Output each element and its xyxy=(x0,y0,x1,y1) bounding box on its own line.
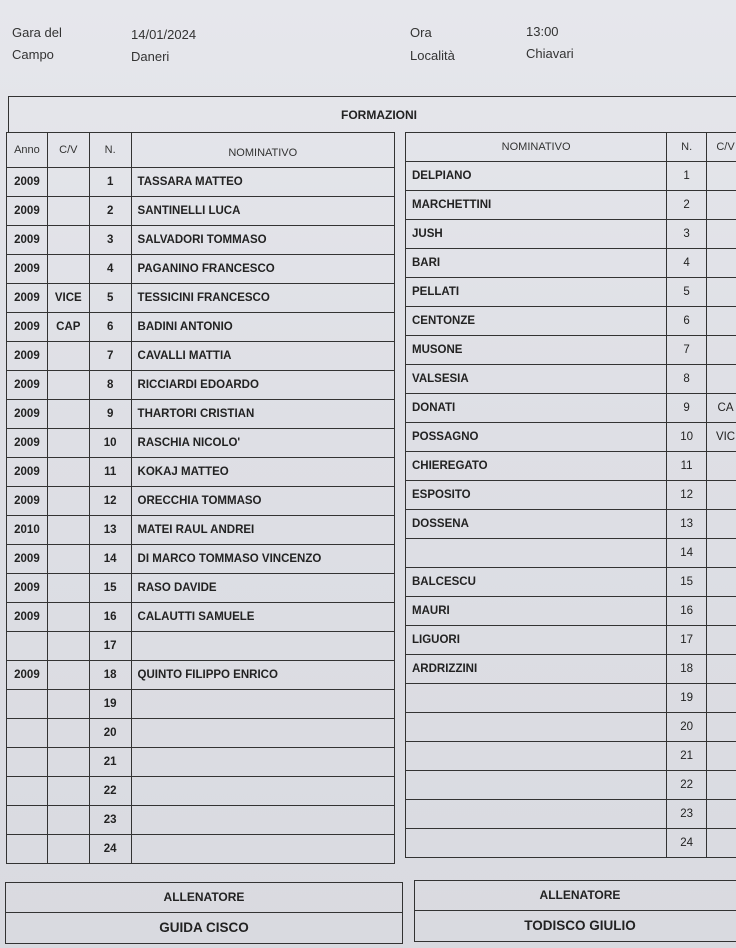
coach-label: ALLENATORE xyxy=(415,881,736,911)
player-role: VICE xyxy=(47,284,89,313)
player-name: RASCHIA NICOLO' xyxy=(131,429,394,458)
table-row xyxy=(406,191,736,220)
player-name: VALSESIA xyxy=(406,365,667,394)
player-name: SANTINELLI LUCA xyxy=(131,197,394,226)
table-row xyxy=(406,684,736,713)
player-year xyxy=(7,690,48,719)
player-number: 3 xyxy=(667,220,707,249)
player-name: DONATI xyxy=(406,394,667,423)
player-number: 13 xyxy=(89,516,131,545)
player-number: 7 xyxy=(89,342,131,371)
player-number: 15 xyxy=(667,568,707,597)
player-year: 2009 xyxy=(7,255,48,284)
player-name: PELLATI xyxy=(406,278,667,307)
away-coach-box xyxy=(414,880,736,942)
player-role xyxy=(47,458,89,487)
player-role xyxy=(47,429,89,458)
player-name: LIGUORI xyxy=(406,626,667,655)
player-name: ORECCHIA TOMMASO xyxy=(131,487,394,516)
table-row xyxy=(7,458,395,487)
player-year: 2010 xyxy=(7,516,48,545)
player-year: 2009 xyxy=(7,661,48,690)
table-row xyxy=(406,655,736,684)
ora-value: 13:00 xyxy=(526,24,559,39)
table-row xyxy=(406,829,736,858)
player-name: SALVADORI TOMMASO xyxy=(131,226,394,255)
player-number: 14 xyxy=(89,545,131,574)
player-number: 10 xyxy=(89,429,131,458)
player-year: 2009 xyxy=(7,168,48,197)
player-name xyxy=(406,539,667,568)
player-year xyxy=(7,632,48,661)
player-role xyxy=(47,603,89,632)
campo-label: Campo xyxy=(12,47,54,62)
player-number: 24 xyxy=(89,835,131,864)
table-row xyxy=(406,336,736,365)
player-name: ESPOSITO xyxy=(406,481,667,510)
player-number: 6 xyxy=(667,307,707,336)
section-title: FORMAZIONI xyxy=(8,96,736,133)
player-role xyxy=(707,742,736,771)
player-number: 13 xyxy=(667,510,707,539)
table-row xyxy=(406,307,736,336)
player-role xyxy=(707,278,736,307)
home-coach-box xyxy=(5,882,403,944)
player-number: 18 xyxy=(667,655,707,684)
table-row xyxy=(7,719,395,748)
player-year: 2009 xyxy=(7,400,48,429)
player-number: 12 xyxy=(89,487,131,516)
table-row xyxy=(406,771,736,800)
player-year: 2009 xyxy=(7,284,48,313)
player-number: 22 xyxy=(89,777,131,806)
player-role xyxy=(47,226,89,255)
player-number: 17 xyxy=(89,632,131,661)
player-number: 8 xyxy=(89,371,131,400)
player-number: 19 xyxy=(89,690,131,719)
player-name: BADINI ANTONIO xyxy=(131,313,394,342)
column-header-anno: Anno xyxy=(7,133,48,168)
player-number: 21 xyxy=(667,742,707,771)
table-row xyxy=(7,516,395,545)
player-name xyxy=(406,713,667,742)
table-row xyxy=(406,365,736,394)
table-row xyxy=(406,800,736,829)
player-role xyxy=(707,800,736,829)
table-header-row xyxy=(7,133,395,168)
player-number: 17 xyxy=(667,626,707,655)
player-name: ARDRIZZINI xyxy=(406,655,667,684)
away-team-table xyxy=(405,132,736,858)
player-role xyxy=(707,249,736,278)
table-row xyxy=(7,487,395,516)
player-name: BALCESCU xyxy=(406,568,667,597)
table-row xyxy=(7,197,395,226)
player-number: 3 xyxy=(89,226,131,255)
table-header-row xyxy=(406,133,736,162)
player-role xyxy=(707,452,736,481)
table-row xyxy=(7,429,395,458)
player-role xyxy=(47,545,89,574)
ora-label: Ora xyxy=(410,25,432,40)
player-role xyxy=(47,777,89,806)
player-role xyxy=(707,162,736,191)
player-role xyxy=(47,400,89,429)
player-name: RASO DAVIDE xyxy=(131,574,394,603)
table-row xyxy=(406,162,736,191)
column-header-name: NOMINATIVO xyxy=(406,133,667,162)
player-name: CENTONZE xyxy=(406,307,667,336)
player-role xyxy=(47,748,89,777)
table-row xyxy=(7,835,395,864)
player-role xyxy=(707,655,736,684)
player-role xyxy=(707,597,736,626)
player-number: 11 xyxy=(89,458,131,487)
player-role xyxy=(707,829,736,858)
player-name: TASSARA MATTEO xyxy=(131,168,394,197)
player-name xyxy=(131,719,394,748)
table-row xyxy=(7,226,395,255)
table-row xyxy=(406,742,736,771)
player-name: TESSICINI FRANCESCO xyxy=(131,284,394,313)
coach-name: TODISCO GIULIO xyxy=(524,918,636,933)
player-name: JUSH xyxy=(406,220,667,249)
table-row xyxy=(7,168,395,197)
coach-label: ALLENATORE xyxy=(6,883,402,913)
player-name xyxy=(131,777,394,806)
player-year: 2009 xyxy=(7,197,48,226)
player-name: CHIEREGATO xyxy=(406,452,667,481)
player-role xyxy=(707,220,736,249)
table-row xyxy=(406,713,736,742)
player-name xyxy=(406,742,667,771)
player-name xyxy=(406,800,667,829)
table-row xyxy=(406,423,736,452)
player-number: 23 xyxy=(667,800,707,829)
player-name: MATEI RAUL ANDREI xyxy=(131,516,394,545)
player-role xyxy=(707,539,736,568)
table-row xyxy=(7,371,395,400)
table-row xyxy=(406,220,736,249)
player-name: RICCIARDI EDOARDO xyxy=(131,371,394,400)
coach-name: GUIDA CISCO xyxy=(159,920,249,935)
player-year: 2009 xyxy=(7,226,48,255)
player-year: 2009 xyxy=(7,429,48,458)
player-name: DELPIANO xyxy=(406,162,667,191)
player-name xyxy=(131,806,394,835)
player-role xyxy=(47,342,89,371)
player-number: 2 xyxy=(667,191,707,220)
player-role xyxy=(707,481,736,510)
player-number: 8 xyxy=(667,365,707,394)
localita-value: Chiavari xyxy=(526,46,574,61)
player-name: CALAUTTI SAMUELE xyxy=(131,603,394,632)
player-role xyxy=(47,661,89,690)
player-role xyxy=(707,568,736,597)
table-row xyxy=(406,597,736,626)
player-name: PAGANINO FRANCESCO xyxy=(131,255,394,284)
player-number: 1 xyxy=(89,168,131,197)
player-name xyxy=(131,748,394,777)
player-role xyxy=(47,632,89,661)
player-name: THARTORI CRISTIAN xyxy=(131,400,394,429)
player-name: MARCHETTINI xyxy=(406,191,667,220)
player-name: DI MARCO TOMMASO VINCENZO xyxy=(131,545,394,574)
player-year xyxy=(7,777,48,806)
table-row xyxy=(7,574,395,603)
localita-label: Località xyxy=(410,48,455,63)
player-name: KOKAJ MATTEO xyxy=(131,458,394,487)
table-row xyxy=(406,481,736,510)
player-year: 2009 xyxy=(7,342,48,371)
player-year: 2009 xyxy=(7,574,48,603)
player-role xyxy=(47,255,89,284)
column-header-number: N. xyxy=(667,133,707,162)
table-row xyxy=(406,394,736,423)
table-row xyxy=(7,342,395,371)
column-header-number: N. xyxy=(89,133,131,168)
player-year xyxy=(7,748,48,777)
player-year xyxy=(7,835,48,864)
table-row xyxy=(7,632,395,661)
player-number: 16 xyxy=(667,597,707,626)
player-number: 11 xyxy=(667,452,707,481)
table-row xyxy=(7,661,395,690)
player-number: 21 xyxy=(89,748,131,777)
player-number: 1 xyxy=(667,162,707,191)
player-name xyxy=(131,835,394,864)
player-role xyxy=(47,197,89,226)
table-row xyxy=(7,255,395,284)
player-role xyxy=(47,487,89,516)
player-role: CAP xyxy=(47,313,89,342)
player-role xyxy=(707,771,736,800)
column-header-cv: C/V xyxy=(47,133,89,168)
table-row xyxy=(406,539,736,568)
player-year: 2009 xyxy=(7,371,48,400)
table-row xyxy=(7,545,395,574)
player-number: 22 xyxy=(667,771,707,800)
player-year: 2009 xyxy=(7,458,48,487)
player-year: 2009 xyxy=(7,603,48,632)
player-number: 4 xyxy=(89,255,131,284)
player-role xyxy=(707,365,736,394)
player-role: VIC xyxy=(707,423,736,452)
player-name: MAURI xyxy=(406,597,667,626)
player-year xyxy=(7,719,48,748)
player-number: 9 xyxy=(667,394,707,423)
player-role xyxy=(707,626,736,655)
table-row xyxy=(7,284,395,313)
table-row xyxy=(406,568,736,597)
player-year xyxy=(7,806,48,835)
table-row xyxy=(406,452,736,481)
table-row xyxy=(7,313,395,342)
player-name: BARI xyxy=(406,249,667,278)
gara-label: Gara del xyxy=(12,25,62,40)
player-number: 7 xyxy=(667,336,707,365)
player-role xyxy=(47,574,89,603)
player-number: 6 xyxy=(89,313,131,342)
home-team-table xyxy=(6,132,395,864)
player-name xyxy=(406,771,667,800)
column-header-name: NOMINATIVO xyxy=(131,133,394,168)
player-role xyxy=(47,690,89,719)
player-name xyxy=(406,684,667,713)
table-row xyxy=(7,400,395,429)
player-number: 5 xyxy=(667,278,707,307)
player-name: MUSONE xyxy=(406,336,667,365)
gara-value: 14/01/2024 xyxy=(131,27,197,42)
column-header-cv: C/V xyxy=(707,133,736,162)
player-name: POSSAGNO xyxy=(406,423,667,452)
player-name: CAVALLI MATTIA xyxy=(131,342,394,371)
player-number: 18 xyxy=(89,661,131,690)
table-row xyxy=(406,249,736,278)
player-role xyxy=(47,806,89,835)
player-number: 24 xyxy=(667,829,707,858)
player-role xyxy=(47,168,89,197)
player-number: 20 xyxy=(667,713,707,742)
player-number: 10 xyxy=(667,423,707,452)
table-row xyxy=(406,510,736,539)
table-row xyxy=(406,278,736,307)
player-name xyxy=(131,690,394,719)
player-number: 2 xyxy=(89,197,131,226)
table-row xyxy=(406,626,736,655)
player-name xyxy=(131,632,394,661)
campo-value: Daneri xyxy=(131,49,170,64)
player-name: QUINTO FILIPPO ENRICO xyxy=(131,661,394,690)
player-name xyxy=(406,829,667,858)
player-number: 19 xyxy=(667,684,707,713)
table-row xyxy=(7,806,395,835)
player-role xyxy=(707,510,736,539)
table-row xyxy=(7,748,395,777)
player-role xyxy=(707,684,736,713)
player-number: 9 xyxy=(89,400,131,429)
player-role xyxy=(47,371,89,400)
player-role xyxy=(707,336,736,365)
player-role xyxy=(47,835,89,864)
table-row xyxy=(7,690,395,719)
player-number: 5 xyxy=(89,284,131,313)
player-year: 2009 xyxy=(7,545,48,574)
player-year: 2009 xyxy=(7,487,48,516)
player-role xyxy=(47,719,89,748)
player-role xyxy=(707,713,736,742)
player-number: 20 xyxy=(89,719,131,748)
player-name: DOSSENA xyxy=(406,510,667,539)
player-number: 14 xyxy=(667,539,707,568)
player-number: 12 xyxy=(667,481,707,510)
player-role xyxy=(707,307,736,336)
player-number: 15 xyxy=(89,574,131,603)
player-role: CA xyxy=(707,394,736,423)
player-number: 4 xyxy=(667,249,707,278)
player-role xyxy=(707,191,736,220)
player-role xyxy=(47,516,89,545)
table-row xyxy=(7,603,395,632)
table-row xyxy=(7,777,395,806)
player-number: 23 xyxy=(89,806,131,835)
player-year: 2009 xyxy=(7,313,48,342)
player-number: 16 xyxy=(89,603,131,632)
